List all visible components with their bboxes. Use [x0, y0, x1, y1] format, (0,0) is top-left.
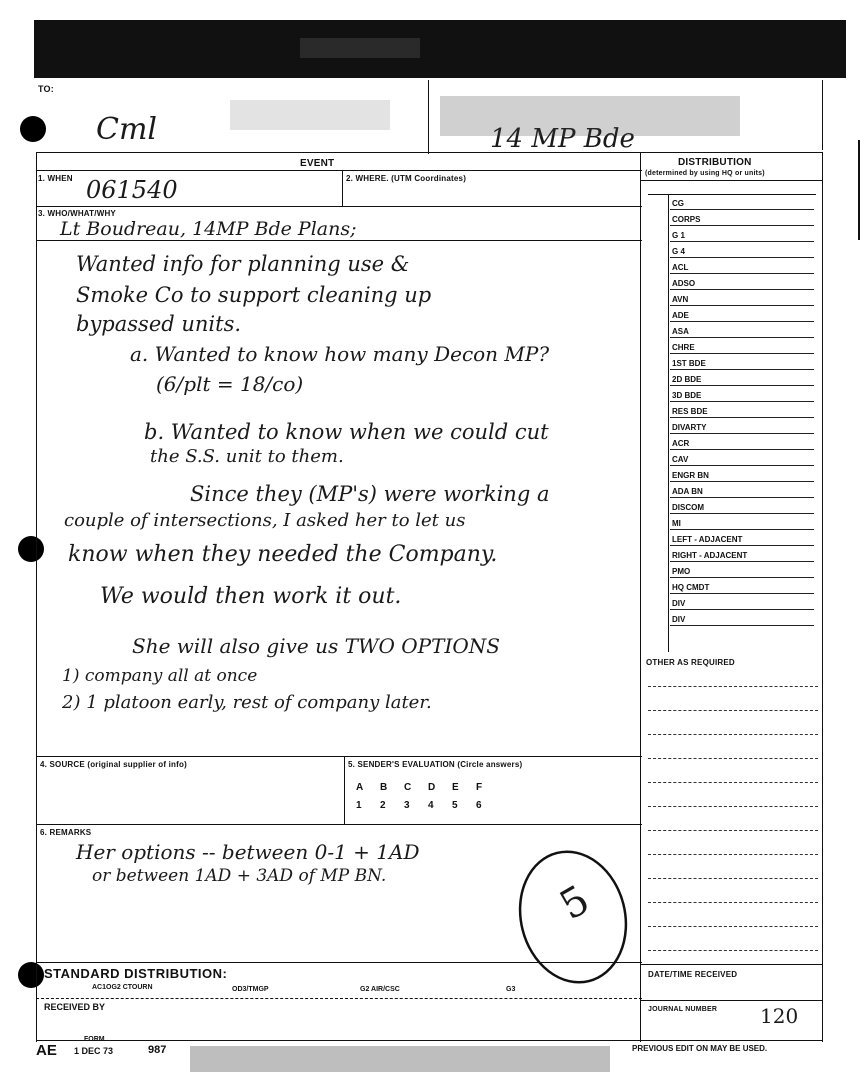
distribution-row: G 1 [670, 229, 814, 242]
eval-number: 4 [428, 800, 434, 811]
remarks-line-1: Her options -- between 0-1 + 1AD [76, 840, 420, 864]
distribution-col-1: AC1OG2 CTOURN [92, 984, 153, 991]
rule-above-source [36, 756, 642, 757]
rule-above-remarks [36, 824, 642, 825]
date-time-received-label: DATE/TIME RECEIVED [648, 970, 738, 979]
eval-number: 5 [452, 800, 458, 811]
distribution-col-2: OD3/TMGP [232, 986, 269, 993]
eval-letter: B [380, 782, 388, 793]
narrative-line-8: the S.S. unit to them. [150, 446, 344, 467]
circled-mark: 5 [552, 876, 598, 930]
distribution-row: CHRE [670, 341, 814, 354]
other-line [648, 926, 818, 927]
distribution-header-rule [640, 180, 822, 181]
distribution-row: DISCOM [670, 501, 814, 514]
narrative-line-5: a. Wanted to know how many Decon MP? [130, 342, 550, 366]
remarks-label: 6. REMARKS [40, 828, 92, 837]
header-redaction-band [34, 20, 846, 78]
distribution-col-3: G2 AIR/CSC [360, 986, 400, 993]
header-scan-noise-left [230, 100, 390, 130]
rule-received [36, 998, 642, 999]
distribution-row: ACR [670, 437, 814, 450]
punch-hole-bottom [18, 962, 44, 988]
form-number: 987 [148, 1044, 167, 1056]
other-line [648, 686, 818, 687]
right-margin-mark [858, 140, 860, 240]
eval-number: 6 [476, 800, 482, 811]
distribution-row: DIV [670, 613, 814, 626]
eval-number: 2 [380, 800, 386, 811]
distribution-row: 2D BDE [670, 373, 814, 386]
eval-letter: F [476, 782, 483, 793]
rule-below-event [36, 170, 642, 171]
from-value: 14 MP Bde [490, 124, 635, 154]
where-label: 2. WHERE. (UTM Coordinates) [346, 174, 467, 183]
rule-below-when [36, 206, 642, 207]
previous-edition-note: PREVIOUS EDIT ON MAY BE USED. [632, 1044, 768, 1053]
other-line [648, 902, 818, 903]
distribution-row: CG [670, 197, 814, 210]
distribution-checkbox-column [668, 194, 669, 652]
form-bottom-rule [36, 1040, 822, 1041]
distribution-row: 1ST BDE [670, 357, 814, 370]
evaluation-label: 5. SENDER'S EVALUATION (Circle answers) [348, 760, 523, 769]
to-value: Cml [96, 112, 157, 147]
who-label: 3. WHO/WHAT/WHY [38, 209, 116, 218]
distribution-row: ENGR BN [670, 469, 814, 482]
distribution-row: ADA BN [670, 485, 814, 498]
distribution-col-4: G3 [506, 986, 516, 993]
eval-letter: E [452, 782, 459, 793]
distribution-row: CORPS [670, 213, 814, 226]
other-line [648, 734, 818, 735]
distribution-left-border [640, 152, 641, 1042]
distribution-row: CAV [670, 453, 814, 466]
form-left-border [36, 152, 37, 1042]
standard-distribution-label: STANDARD DISTRIBUTION: [44, 966, 228, 981]
punch-hole-top [20, 116, 46, 142]
narrative-line-11: know when they needed the Company. [68, 542, 498, 567]
narrative-line-3: Smoke Co to support cleaning up [76, 283, 432, 307]
when-value: 061540 [86, 176, 178, 204]
narrative-line-15: 2) 1 platoon early, rest of company later. [62, 692, 432, 713]
when-label: 1. WHEN [38, 174, 73, 183]
event-title: EVENT [300, 158, 335, 169]
distribution-subtitle: (determined by using HQ or units) [645, 170, 765, 177]
distribution-title: DISTRIBUTION [678, 157, 752, 168]
distribution-row: RES BDE [670, 405, 814, 418]
other-line [648, 830, 818, 831]
header-noise [300, 38, 420, 58]
other-as-required-label: OTHER AS REQUIRED [646, 658, 735, 667]
distribution-list-top [648, 194, 816, 195]
to-label: TO: [38, 84, 54, 94]
other-line [648, 710, 818, 711]
remarks-line-2: or between 1AD + 3AD of MP BN. [92, 866, 387, 886]
distribution-row: ADSO [670, 277, 814, 290]
narrative-line-7: b. Wanted to know when we could cut [144, 420, 549, 444]
when-where-divider [342, 170, 343, 206]
right-edge-top [822, 80, 823, 150]
form-date: 1 DEC 73 [74, 1046, 114, 1056]
other-line [648, 782, 818, 783]
rule-above-distribution [36, 962, 642, 963]
distribution-row: PMO [670, 565, 814, 578]
distribution-row: LEFT - ADJACENT [670, 533, 814, 546]
narrative-line-4: bypassed units. [76, 312, 242, 336]
distribution-row: HQ CMDT [670, 581, 814, 594]
distribution-right-border [822, 152, 823, 1042]
distribution-row: G 4 [670, 245, 814, 258]
distribution-row: RIGHT - ADJACENT [670, 549, 814, 562]
eval-number: 3 [404, 800, 410, 811]
eval-letter: D [428, 782, 436, 793]
other-line [648, 758, 818, 759]
narrative-line-9: Since they (MP's) were working a [190, 482, 550, 506]
journal-number-label: JOURNAL NUMBER [648, 1006, 718, 1013]
source-label: 4. SOURCE (original supplier of info) [40, 760, 187, 769]
distribution-row: MI [670, 517, 814, 530]
eval-letter: C [404, 782, 412, 793]
other-line [648, 854, 818, 855]
distribution-row: DIV [670, 597, 814, 610]
distribution-row: DIVARTY [670, 421, 814, 434]
narrative-line-13: She will also give us TWO OPTIONS [132, 634, 500, 658]
narrative-line-1: Lt Boudreau, 14MP Bde Plans; [60, 218, 357, 240]
date-time-rule [640, 964, 822, 965]
distribution-row: AVN [670, 293, 814, 306]
narrative-line-2: Wanted info for planning use & [76, 252, 410, 276]
eval-number: 1 [356, 800, 362, 811]
narrative-line-10: couple of intersections, I asked her to let us [64, 510, 466, 531]
other-line [648, 950, 818, 951]
narrative-line-12: We would then work it out. [100, 584, 402, 609]
footer-scan-noise [190, 1046, 610, 1072]
distribution-row: ADE [670, 309, 814, 322]
journal-rule [640, 1000, 822, 1001]
distribution-row: ACL [670, 261, 814, 274]
rule-below-who [36, 240, 642, 241]
journal-number-value: 120 [760, 1004, 799, 1028]
punch-hole-middle [18, 536, 44, 562]
distribution-row: ASA [670, 325, 814, 338]
other-line [648, 806, 818, 807]
distribution-row: 3D BDE [670, 389, 814, 402]
rule-below-to [36, 152, 822, 153]
eval-letter: A [356, 782, 364, 793]
source-eval-divider [344, 756, 345, 824]
received-by-label: RECEIVED BY [44, 1002, 106, 1012]
narrative-line-14: 1) company all at once [62, 666, 258, 686]
other-line [648, 878, 818, 879]
form-prefix: AE [36, 1042, 57, 1059]
form-label: FORM [84, 1036, 105, 1043]
to-from-divider [428, 80, 429, 154]
header-scan-noise [440, 96, 740, 136]
narrative-line-6: (6/plt = 18/co) [156, 372, 304, 396]
